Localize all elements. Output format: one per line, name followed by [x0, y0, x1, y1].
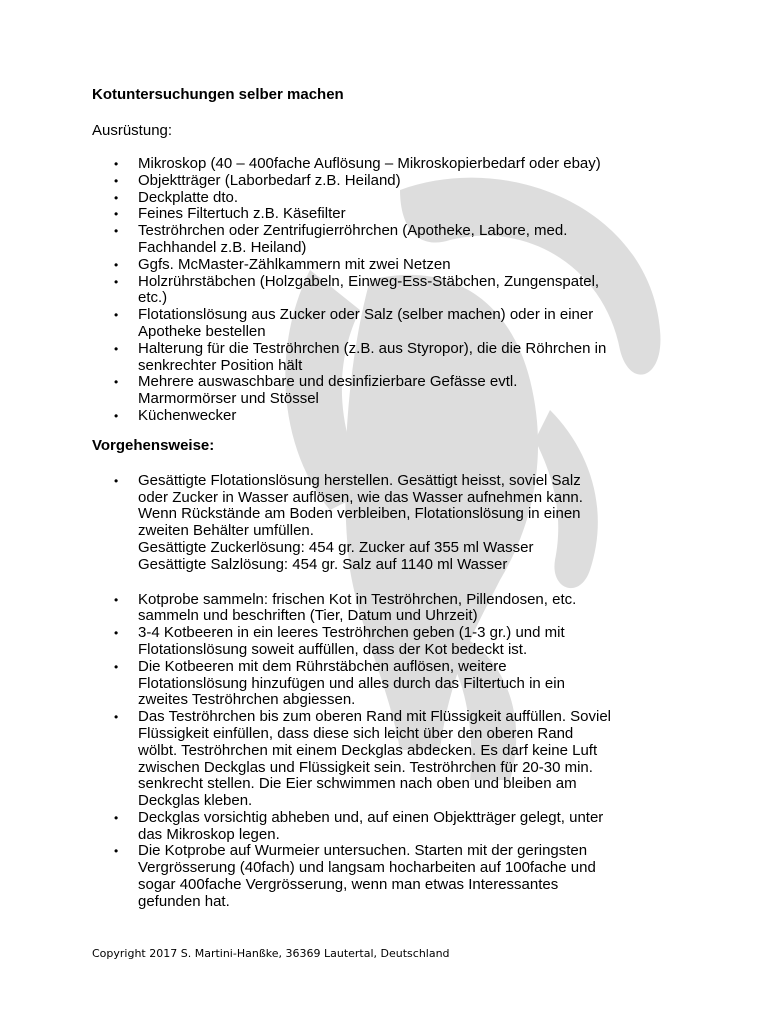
list-item: [92, 156, 682, 173]
list-item: [92, 223, 682, 257]
list-item-text: Flüssigkeit einfüllen, dass diese sich leicht über den oberen Rand: [138, 724, 574, 742]
list-item-text: • 3-4 Kotbeeren in ein leeres Teströhrchen geben (1-3 gr.) und mit: [138, 624, 565, 642]
list-item: [92, 341, 682, 375]
list-item-text: Marmormörser und Stössel: [138, 390, 319, 408]
list-item-text: gefunden hat.: [138, 892, 230, 910]
list-item-text: • Mikroskop (40 – 400fache Auflösung – Mikroskopierbedarf oder ebay): [138, 155, 601, 172]
list-item: [92, 709, 682, 810]
list-item-text: das Mikroskop legen.: [138, 825, 280, 843]
list-item: [92, 374, 682, 408]
list-item-text: zwischen Deckglas und Flüssigkeit sein. Teströhrchen für 20-30 min.: [138, 758, 593, 776]
list-item-text: wölbt. Teströhrchen mit einem Deckglas abdecken. Es darf keine Luft: [138, 741, 598, 759]
list-item-text: Flotationslösung hinzufügen und alles durch das Filtertuch in ein: [138, 674, 565, 692]
list-item: [92, 625, 682, 659]
list-item-text: Vergrösserung (40fach) und langsam hocharbeiten auf 100fache und: [138, 859, 596, 877]
list-item: [92, 810, 682, 844]
list-item-text: Gesättigte Salzlösung: 454 gr. Salz auf 1140 ml Wasser: [138, 555, 508, 573]
procedure-list: [92, 473, 682, 911]
list-item-text: • Teströhrchen oder Zentrifugierröhrchen (Apotheke, Labore, med.: [138, 222, 568, 240]
list-item-text: • Deckplatte dto.: [138, 188, 239, 206]
equipment-heading: Ausrüstung:: [92, 122, 173, 139]
list-item-text: Deckglas kleben.: [138, 792, 253, 810]
list-item-text: sammeln und beschriften (Tier, Datum und Uhrzeit): [138, 607, 478, 625]
list-item-text: senkrechter Position hält: [138, 356, 303, 374]
list-item: [92, 307, 682, 341]
list-item: [92, 190, 682, 207]
list-item-text: • Ggfs. McMaster-Zählkammern mit zwei Netzen: [138, 255, 451, 273]
list-item-text: Fachhandel z.B. Heiland): [138, 238, 307, 256]
list-item: [92, 274, 682, 308]
list-item: [92, 659, 682, 709]
document-page: [92, 86, 682, 911]
list-item-text: • Mehrere auswaschbare und desinfizierbare Gefässe evtl.: [138, 373, 518, 391]
list-item-text: Apotheke bestellen: [138, 322, 266, 340]
list-item-text: • Kotprobe sammeln: frischen Kot in Teströhrchen, Pillendosen, etc.: [138, 590, 577, 608]
list-item: [92, 408, 682, 425]
list-item-text: • Gesättigte Flotationslösung herstellen. Gesättigt heisst, soviel Salz: [138, 471, 581, 489]
procedure-heading: Vorgehensweise:: [92, 436, 215, 454]
list-item-text: senkrecht stellen. Die Eier schwimmen nach oben und bleiben am: [138, 775, 577, 793]
list-item: [92, 843, 682, 910]
list-item: [92, 206, 682, 223]
list-item-text: • Halterung für die Teströhrchen (z.B. aus Styropor), die die Röhrchen in: [138, 339, 607, 357]
list-item-text: • Die Kotbeeren mit dem Rührstäbchen auflösen, weitere: [138, 657, 507, 675]
list-item-text: zweiten Behälter umfüllen.: [138, 522, 314, 540]
list-item-text: sogar 400fache Vergrösserung, wenn man etwas Interessantes: [138, 876, 559, 894]
list-item-text: • Deckglas vorsichtig abheben und, auf einen Objektträger gelegt, unter: [138, 808, 604, 826]
list-item: [92, 592, 682, 626]
list-item: [92, 473, 682, 574]
list-item-text: • Flotationslösung aus Zucker oder Salz (selber machen) oder in einer: [138, 306, 594, 324]
copyright-footer: Copyright 2017 S. Martini-Hanßke, 36369 Lautertal, Deutschland: [92, 947, 450, 960]
list-item-text: Gesättigte Zuckerlösung: 454 gr. Zucker auf 355 ml Wasser: [138, 538, 534, 556]
equipment-list: [92, 156, 682, 425]
list-item-text: Wenn Rückstände am Boden verbleiben, Flotationslösung in einen: [138, 505, 581, 523]
list-item-text: etc.): [138, 289, 168, 307]
list-item-text: • Objektträger (Laborbedarf z.B. Heiland): [138, 171, 401, 189]
list-item-text: • Das Teströhrchen bis zum oberen Rand mit Flüssigkeit auffüllen. Soviel: [138, 708, 612, 726]
list-item-text: zweites Teströhrchen abgiessen.: [138, 691, 356, 709]
list-item-text: • Holzrührstäbchen (Holzgabeln, Einweg-Ess-Stäbchen, Zungenspatel,: [138, 272, 600, 290]
list-item-text: oder Zucker in Wasser auflösen, wie das Wasser aufnehmen kann.: [138, 488, 583, 506]
list-item-text: • Küchenwecker: [138, 406, 237, 424]
list-item-text: • Die Kotprobe auf Wurmeier untersuchen. Starten mit der geringsten: [138, 842, 588, 860]
list-item: [92, 173, 682, 190]
list-item: [92, 257, 682, 274]
document-title: Kotuntersuchungen selber machen: [92, 86, 344, 103]
list-item-text: • Feines Filtertuch z.B. Käsefilter: [138, 205, 346, 223]
list-item-text: Flotationslösung soweit auffüllen, dass der Kot bedeckt ist.: [138, 640, 528, 658]
